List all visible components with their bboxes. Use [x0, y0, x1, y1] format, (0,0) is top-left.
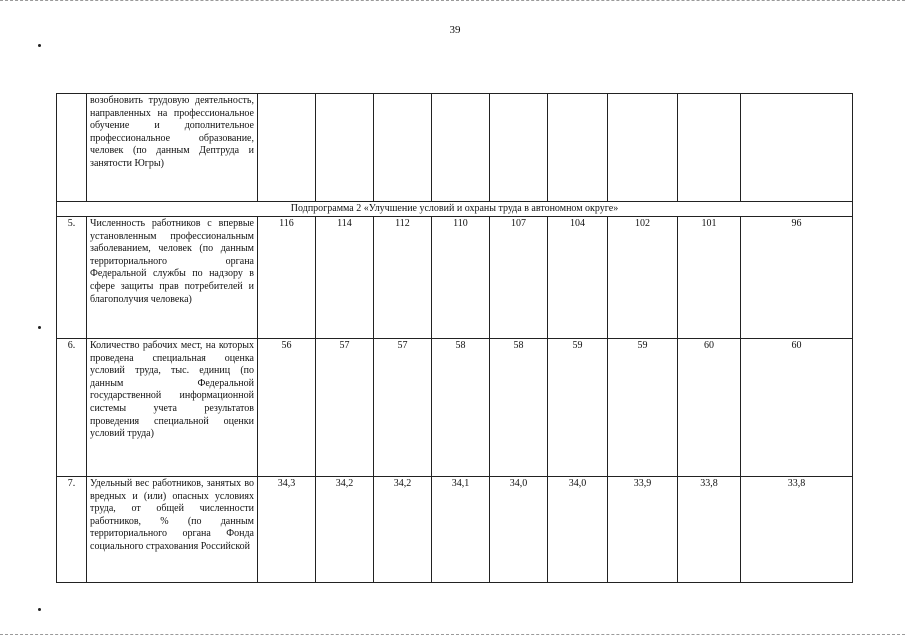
value-cell: 101 — [678, 217, 741, 339]
value-cell: 60 — [678, 339, 741, 477]
value-cell: 60 — [741, 339, 853, 477]
value-cell — [678, 94, 741, 202]
value-cell: 33,8 — [741, 477, 853, 583]
subprogram-title: Подпрограмма 2 «Улучшение условий и охраны труда в автономном округе» — [57, 202, 853, 217]
value-cell — [741, 94, 853, 202]
row-number: 5. — [57, 217, 87, 339]
value-cell — [490, 94, 548, 202]
value-cell: 34,1 — [432, 477, 490, 583]
value-cell: 96 — [741, 217, 853, 339]
value-cell — [608, 94, 678, 202]
table-row — [57, 339, 853, 477]
value-cell: 114 — [316, 217, 374, 339]
value-cell: 34,0 — [490, 477, 548, 583]
indicator-description: Количество рабочих мест, на которых проведена специальная оценка условий труда, тыс. единиц (по данным Федеральной государственной информационной системы учета результатов проведения специальной оценки условий труда) — [87, 339, 258, 477]
indicator-description: Удельный вес работников, занятых во вредных и (или) опасных условиях труда, от общей численности работников, % (по данным территориального органа Фонда социального страхования Российской — [87, 477, 258, 583]
value-cell: 57 — [374, 339, 432, 477]
indicators-table — [56, 93, 853, 583]
value-cell: 110 — [432, 217, 490, 339]
value-cell — [258, 94, 316, 202]
indicator-description: Численность работников с впервые установленным профессиональным заболеванием, человек (по данным территориального органа Федеральной службы по надзору в сфере защиты прав потребителей и благополучия человека) — [87, 217, 258, 339]
value-cell: 33,8 — [678, 477, 741, 583]
value-cell — [374, 94, 432, 202]
value-cell — [316, 94, 374, 202]
scan-speck — [38, 44, 41, 47]
value-cell: 107 — [490, 217, 548, 339]
page-number: 39 — [449, 24, 461, 36]
value-cell: 112 — [374, 217, 432, 339]
value-cell: 58 — [490, 339, 548, 477]
page-bottom-edge — [0, 634, 905, 638]
value-cell: 33,9 — [608, 477, 678, 583]
indicator-description: возобновить трудовую деятельность, направленных на профессиональное обучение и дополнительное профессиональное образование, человек (по данным Дептруда и занятости Югры) — [87, 94, 258, 202]
row-number-cell — [57, 94, 87, 202]
value-cell: 59 — [548, 339, 608, 477]
value-cell: 34,2 — [316, 477, 374, 583]
value-cell: 102 — [608, 217, 678, 339]
table-row — [57, 477, 853, 583]
value-cell: 34,0 — [548, 477, 608, 583]
value-cell: 56 — [258, 339, 316, 477]
scan-speck — [38, 608, 41, 611]
value-cell: 104 — [548, 217, 608, 339]
value-cell: 58 — [432, 339, 490, 477]
subprogram-header-row — [57, 202, 853, 217]
page-top-edge — [0, 0, 905, 4]
scan-speck — [38, 326, 41, 329]
value-cell: 116 — [258, 217, 316, 339]
row-number: 7. — [57, 477, 87, 583]
value-cell: 34,2 — [374, 477, 432, 583]
value-cell: 57 — [316, 339, 374, 477]
value-cell: 59 — [608, 339, 678, 477]
table-row — [57, 94, 853, 202]
table-row — [57, 217, 853, 339]
row-number: 6. — [57, 339, 87, 477]
value-cell: 34,3 — [258, 477, 316, 583]
value-cell — [548, 94, 608, 202]
value-cell — [432, 94, 490, 202]
